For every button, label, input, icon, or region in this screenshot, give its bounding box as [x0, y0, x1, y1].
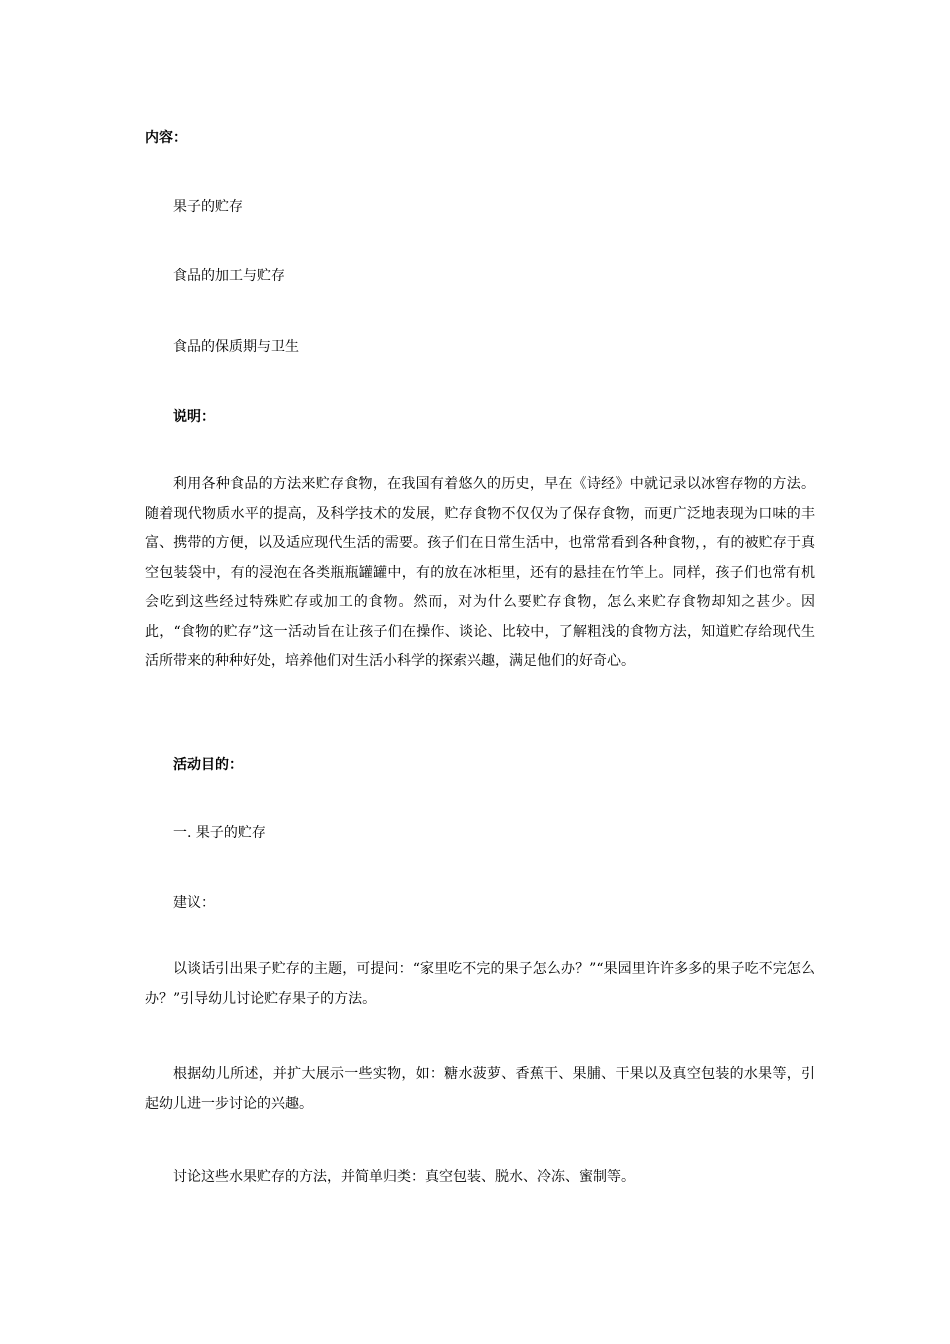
- content-item-fruit-storage: 果子的贮存: [173, 199, 243, 215]
- explanation-heading: 说明：: [173, 409, 215, 425]
- content-heading: 内容：: [145, 130, 187, 146]
- content-item-shelf-life: 食品的保质期与卫生: [173, 339, 299, 355]
- suggestion-paragraph-1: 以谈话引出果子贮存的主题，可提问：“家里吃不完的果子怎么办？”“果园里许许多多的果子吃不完怎么办？”引导幼儿讨论贮存果子的方法。: [145, 961, 815, 1007]
- content-item-food-processing: 食品的加工与贮存: [173, 268, 285, 284]
- suggestion-paragraph-3: 讨论这些水果贮存的方法，并简单归类：真空包装、脱水、冷冻、蜜制等。: [173, 1169, 635, 1185]
- suggestion-paragraph-2: 根据幼儿所述，并扩大展示一些实物，如：糖水菠萝、香蕉干、果脯、干果以及真空包装的水果等，引起幼儿进一步讨论的兴趣。: [145, 1066, 815, 1112]
- section-one-title: 一. 果子的贮存: [173, 825, 266, 841]
- suggestion-label: 建议：: [173, 895, 215, 911]
- goal-heading: 活动目的：: [173, 757, 243, 773]
- explanation-paragraph: 利用各种食品的方法来贮存食物，在我国有着悠久的历史，早在《诗经》中就记录以冰窖存物的方法。随着现代物质水平的提高，及科学技术的发展，贮存食物不仅仅为了保存食物，而更广泛地表现为口味的丰富、携带的方便，以及适应现代生活的需要。孩子们在日常生活中，也常常看到各种食物，，有的被贮存于真空包装袋中，有的浸泡在各类瓶瓶罐罐中，有的放在冰柜里，还有的悬挂在竹竿上。同样，孩子们也常有机会吃到这些经过特殊贮存或加工的食物。然而，对为什么要贮存食物，怎么来贮存食物却知之甚少。因此，“食物的贮存”这一活动旨在让孩子们在操作、谈论、比较中，了解粗浅的食物方法，知道贮存给现代生活所带来的种种好处，培养他们对生活小科学的探索兴趣，满足他们的好奇心。: [145, 476, 815, 669]
